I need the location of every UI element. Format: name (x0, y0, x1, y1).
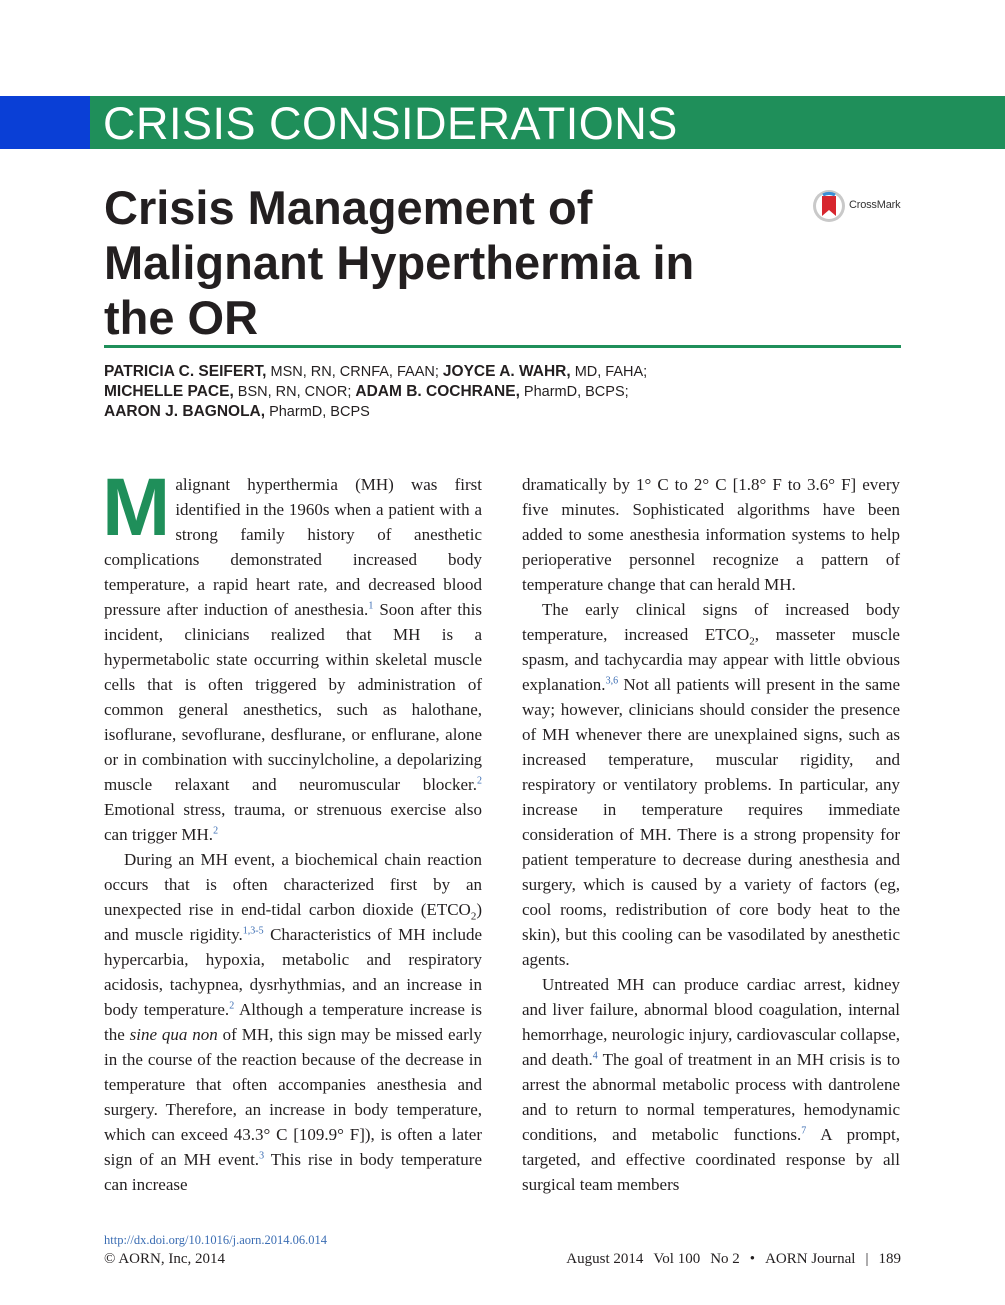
author-name: AARON J. BAGNOLA, (104, 403, 266, 420)
author-credentials: MD, FAHA; (570, 364, 648, 380)
citation-link[interactable]: 2 (229, 1000, 235, 1012)
author-name: MICHELLE PACE, (104, 383, 234, 400)
citation-link[interactable]: 4 (592, 1050, 598, 1062)
journal-name: AORN Journal (765, 1251, 856, 1267)
citation-link[interactable]: 3 (259, 1150, 265, 1162)
author-list (104, 362, 904, 422)
paragraph: During an MH event, a biochemical chain reaction occurs that is often characterized first by an unexpected rise in end-tidal carbon dioxide $(ETCO_2)$ and muscle rigidity.$^{1,3-5}$ Characteristics of MH include hypercarbia, hypoxia, metabolic and respiratory acidosis, tachypnea, dysrhythmias, and an increase in body temperature.$^2$ Although a temperature increase is the sine qua non of MH, this sign may be missed early in the course of the reaction because of the decrease in temperature that often accompanies anesthesia and surgery. Therefore, an increase in body temperature, which can exceed 43.3° C [109.9° F]), is often a later sign of an MH event.$^3$ This rise in body temperature can increase (104, 850, 483, 1194)
banner-accent-block (0, 96, 90, 149)
page-number: 189 (878, 1251, 901, 1267)
doi-link[interactable]: http://dx.doi.org/10.1016/j.aorn.2014.06.014 (104, 1233, 328, 1247)
volume: Vol 100 (653, 1251, 701, 1267)
issue-number: No 2 (710, 1251, 740, 1267)
copyright-notice: © AORN, Inc, 2014 (104, 1251, 225, 1267)
citation-link[interactable]: 1 (368, 600, 374, 612)
body-column-left (102, 462, 483, 1197)
paragraph: The early clinical signs of increased body temperature, increased $ETCO_2$, masseter muscle spasm, and tachycardia may appear with little obvious explanation.$^{3,6}$ Not all patients will present in the same way; however, clinicians should consider the presence of MH whenever there are unexplained signs, such as increased temperature, muscular rigidity, and respiratory or ventilatory problems. In particular, any increase in temperature requires immediate consideration of MH. There is a strong propensity for patient temperature to decrease during anesthesia and surgery, which is caused by a variety of factors (eg, cool rooms, redistribution of core body heat to the skin), but this cooling can be vasodilated by anesthetic agents. (522, 600, 900, 969)
author-line (104, 362, 904, 382)
author-line (104, 382, 904, 402)
author-credentials: MSN, RN, CRNFA, FAAN; (266, 364, 443, 380)
citation-link[interactable]: 2 (477, 775, 482, 787)
citation-link[interactable]: 2 (213, 825, 219, 837)
citation-link[interactable]: 1,3-5 (242, 925, 264, 937)
author-name: PATRICIA C. SEIFERT, (104, 363, 267, 380)
author-credentials: BSN, RN, CNOR; (233, 384, 356, 400)
author-name: JOYCE A. WAHR, (442, 363, 571, 380)
paragraph: dramatically by 1° C to 2° C [1.8° F to 3.6° F] every five minutes. Sophisticated algorithms have been added to some anesthesia information systems to help perioperative personnel recognize a pattern of temperature change that can herald MH. (522, 475, 900, 594)
paragraph: Untreated MH can produce cardiac arrest, kidney and liver failure, abnormal blood coagulation, internal hemorrhage, neurologic injury, cardiovascular collapse, and death.$^4$ The goal of treatment in an MH crisis is to arrest the abnormal metabolic process with dantrolene and to return to normal temperatures, hemodynamic conditions, and metabolic functions.$^7$ A prompt, targeted, and effective coordinated response by all surgical team members (522, 975, 900, 1194)
drop-cap: M (102, 462, 171, 553)
title-rule (104, 345, 901, 348)
crossmark-badge[interactable] (812, 189, 912, 223)
author-name: ADAM B. COCHRANE, (355, 383, 520, 400)
citation-link[interactable]: 3,6 (605, 675, 619, 687)
section-label: CRISIS CONSIDERATIONS (103, 98, 678, 149)
bullet-separator: • (749, 1251, 756, 1267)
author-credentials: PharmD, BCPS (265, 404, 370, 420)
journal-info (556, 1251, 901, 1268)
author-line (104, 402, 904, 422)
paragraph: Malignant hyperthermia (MH) was first identified in the 1960s when a patient with a strong family history of anesthetic complications demonstrated increased body temperature, a rapid heart rate, and decreased blood pressure after induction of anesthesia.$^1$ Soon after this incident, clinicians realized that MH is a hypermetabolic state occurring within skeletal muscle cells that is often triggered by administration of common general anesthetics, such as halothane, isoflurane, sevoflurane, desflurane, or enflurane, alone or in combination with succinylcholine, a depolarizing muscle relaxant and neuromuscular blocker.$^2$ Emotional stress, trauma, or strenuous exercise also can trigger MH.$^2$ (102, 462, 482, 844)
pipe-separator: | (865, 1251, 869, 1267)
body-column-right (522, 472, 900, 1197)
article-title: Crisis Management of Malignant Hyperthermia in the OR (104, 181, 695, 344)
issue-date: August 2014 (566, 1251, 644, 1267)
citation-link[interactable]: 7 (801, 1125, 807, 1137)
crossmark-label: CrossMark (849, 199, 901, 211)
author-credentials: PharmD, BCPS; (519, 384, 629, 400)
crossmark-icon (812, 189, 846, 223)
